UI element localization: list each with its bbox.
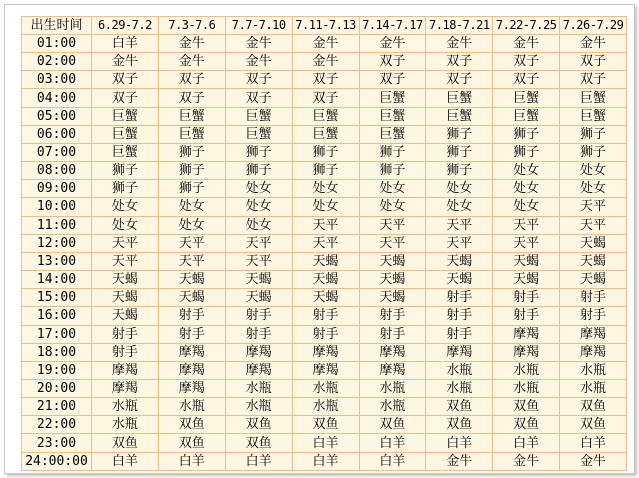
date-range-header: 7.11-7.13 [292,17,359,35]
table-row [22,343,627,361]
zodiac-sign-cell: 水瓶 [225,398,292,416]
zodiac-sign-cell: 金牛 [92,53,159,71]
zodiac-sign-cell: 摩羯 [225,343,292,361]
zodiac-sign-cell: 处女 [225,198,292,216]
zodiac-sign-cell: 双鱼 [426,398,493,416]
zodiac-sign-cell: 白羊 [292,452,359,470]
zodiac-sign-cell: 金牛 [225,53,292,71]
zodiac-sign-cell: 双鱼 [158,416,225,434]
date-range-header: 7.3-7.6 [158,17,225,35]
zodiac-sign-cell: 水瓶 [92,398,159,416]
zodiac-sign-cell: 处女 [560,162,627,180]
zodiac-sign-cell: 双子 [92,89,159,107]
table-row [22,361,627,379]
zodiac-sign-cell: 巨蟹 [158,107,225,125]
zodiac-sign-cell: 巨蟹 [359,125,426,143]
birth-time-cell: 17:00 [22,325,92,343]
table-row [22,143,627,161]
zodiac-sign-cell: 双子 [493,53,560,71]
zodiac-sign-cell: 天平 [292,234,359,252]
zodiac-sign-cell: 狮子 [493,125,560,143]
zodiac-sign-cell: 天平 [359,234,426,252]
zodiac-sign-cell: 双鱼 [92,434,159,452]
header-row [22,17,627,35]
table-row [22,216,627,234]
table-row [22,125,627,143]
zodiac-sign-cell: 巨蟹 [426,89,493,107]
zodiac-sign-cell: 射手 [225,307,292,325]
zodiac-sign-cell: 天平 [92,252,159,270]
birth-time-cell: 19:00 [22,361,92,379]
zodiac-sign-cell: 摩羯 [560,325,627,343]
zodiac-sign-cell: 白羊 [292,434,359,452]
zodiac-sign-cell: 巨蟹 [92,143,159,161]
zodiac-sign-cell: 巨蟹 [426,107,493,125]
date-range-header: 7.26-7.29 [560,17,627,35]
zodiac-sign-cell: 处女 [426,180,493,198]
zodiac-sign-cell: 金牛 [493,35,560,53]
zodiac-sign-cell: 射手 [426,325,493,343]
birth-time-cell: 12:00 [22,234,92,252]
zodiac-sign-cell: 双子 [225,71,292,89]
zodiac-sign-cell: 处女 [292,198,359,216]
zodiac-sign-cell: 金牛 [158,53,225,71]
zodiac-sign-cell: 射手 [560,307,627,325]
zodiac-sign-cell: 巨蟹 [292,107,359,125]
table-row [22,271,627,289]
zodiac-sign-cell: 白羊 [158,452,225,470]
zodiac-sign-cell: 狮子 [225,162,292,180]
table-row [22,452,627,470]
zodiac-sign-cell: 处女 [92,216,159,234]
zodiac-sign-cell: 双鱼 [493,398,560,416]
zodiac-sign-cell: 水瓶 [493,361,560,379]
zodiac-sign-cell: 双子 [493,71,560,89]
zodiac-sign-cell: 射手 [493,289,560,307]
birth-time-cell: 11:00 [22,216,92,234]
zodiac-sign-cell: 摩羯 [292,361,359,379]
zodiac-sign-cell: 金牛 [292,35,359,53]
zodiac-sign-cell: 巨蟹 [158,125,225,143]
table-row [22,252,627,270]
zodiac-sign-cell: 射手 [426,289,493,307]
table-row [22,162,627,180]
zodiac-sign-cell: 狮子 [359,143,426,161]
zodiac-sign-cell: 金牛 [426,452,493,470]
zodiac-sign-cell: 摩羯 [493,343,560,361]
zodiac-sign-cell: 天蝎 [292,252,359,270]
zodiac-sign-cell: 处女 [92,198,159,216]
zodiac-sign-cell: 水瓶 [560,361,627,379]
zodiac-sign-cell: 射手 [359,325,426,343]
zodiac-sign-cell: 天平 [225,234,292,252]
zodiac-sign-cell: 白羊 [92,35,159,53]
zodiac-sign-cell: 水瓶 [225,379,292,397]
zodiac-sign-cell: 处女 [493,198,560,216]
zodiac-sign-cell: 射手 [292,307,359,325]
zodiac-sign-cell: 摩羯 [158,343,225,361]
zodiac-sign-cell: 天蝎 [292,289,359,307]
zodiac-sign-cell: 水瓶 [158,398,225,416]
zodiac-sign-cell: 水瓶 [359,398,426,416]
zodiac-sign-cell: 摩羯 [493,325,560,343]
zodiac-sign-cell: 天平 [426,216,493,234]
date-range-header: 6.29-7.2 [92,17,159,35]
zodiac-sign-cell: 摩羯 [292,343,359,361]
zodiac-sign-cell: 处女 [292,180,359,198]
zodiac-sign-cell: 射手 [560,289,627,307]
zodiac-sign-cell: 处女 [225,180,292,198]
zodiac-sign-cell: 狮子 [158,143,225,161]
zodiac-sign-cell: 狮子 [158,180,225,198]
date-range-header: 7.22-7.25 [493,17,560,35]
birth-time-cell: 21:00 [22,398,92,416]
table-row [22,307,627,325]
zodiac-sign-cell: 双鱼 [560,398,627,416]
birth-time-cell: 03:00 [22,71,92,89]
table-frame [4,4,635,474]
zodiac-sign-cell: 狮子 [426,162,493,180]
zodiac-sign-cell: 双鱼 [225,434,292,452]
birth-time-cell: 15:00 [22,289,92,307]
zodiac-sign-cell: 水瓶 [92,416,159,434]
zodiac-sign-cell: 白羊 [493,434,560,452]
zodiac-sign-cell: 金牛 [225,35,292,53]
zodiac-sign-cell: 狮子 [560,125,627,143]
table-row [22,398,627,416]
zodiac-sign-cell: 双鱼 [292,416,359,434]
zodiac-sign-cell: 双子 [426,71,493,89]
zodiac-sign-cell: 天蝎 [158,289,225,307]
zodiac-sign-cell: 处女 [158,198,225,216]
table-row [22,416,627,434]
zodiac-sign-cell: 双子 [426,53,493,71]
zodiac-sign-cell: 双子 [359,71,426,89]
zodiac-sign-cell: 水瓶 [493,379,560,397]
zodiac-sign-cell: 白羊 [359,434,426,452]
zodiac-sign-cell: 处女 [158,216,225,234]
zodiac-sign-cell: 巨蟹 [560,89,627,107]
zodiac-sign-cell: 狮子 [426,125,493,143]
zodiac-sign-cell: 天平 [292,216,359,234]
table-row [22,434,627,452]
zodiac-sign-cell: 天蝎 [92,271,159,289]
zodiac-sign-cell: 天平 [493,234,560,252]
zodiac-sign-cell: 金牛 [560,35,627,53]
birth-time-cell: 09:00 [22,180,92,198]
birth-time-cell: 10:00 [22,198,92,216]
zodiac-sign-cell: 双子 [560,53,627,71]
zodiac-sign-cell: 射手 [493,307,560,325]
zodiac-sign-cell: 天蝎 [225,271,292,289]
table-row [22,325,627,343]
zodiac-sign-cell: 白羊 [92,452,159,470]
zodiac-sign-cell: 双子 [158,71,225,89]
zodiac-sign-cell: 狮子 [426,143,493,161]
zodiac-sign-cell: 射手 [158,325,225,343]
zodiac-sign-cell: 天蝎 [560,271,627,289]
birth-time-cell: 04:00 [22,89,92,107]
zodiac-sign-cell: 白羊 [225,452,292,470]
table-row [22,35,627,53]
zodiac-sign-cell: 白羊 [359,452,426,470]
birth-time-cell: 13:00 [22,252,92,270]
date-range-header: 7.7-7.10 [225,17,292,35]
zodiac-sign-cell: 双子 [92,71,159,89]
zodiac-sign-cell: 天蝎 [225,289,292,307]
zodiac-sign-cell: 天蝎 [560,252,627,270]
birth-time-cell: 08:00 [22,162,92,180]
birth-time-cell: 02:00 [22,53,92,71]
zodiac-sign-cell: 双鱼 [359,416,426,434]
date-range-header: 7.18-7.21 [426,17,493,35]
zodiac-sign-cell: 天平 [426,234,493,252]
zodiac-sign-cell: 巨蟹 [493,107,560,125]
birth-time-cell: 14:00 [22,271,92,289]
time-column-header: 出生时间 [22,17,92,35]
zodiac-sign-cell: 金牛 [560,452,627,470]
zodiac-sign-cell: 处女 [493,180,560,198]
zodiac-sign-cell: 水瓶 [426,361,493,379]
zodiac-sign-cell: 双鱼 [225,416,292,434]
zodiac-sign-cell: 处女 [426,198,493,216]
zodiac-sign-cell: 狮子 [225,143,292,161]
zodiac-sign-cell: 水瓶 [292,379,359,397]
zodiac-sign-cell: 巨蟹 [92,107,159,125]
zodiac-sign-cell: 双子 [292,89,359,107]
zodiac-sign-cell: 天平 [493,216,560,234]
zodiac-sign-cell: 摩羯 [92,361,159,379]
table-row [22,71,627,89]
zodiac-sign-cell: 巨蟹 [359,89,426,107]
zodiac-sign-cell: 摩羯 [426,343,493,361]
zodiac-sign-cell: 金牛 [426,35,493,53]
zodiac-sign-cell: 射手 [92,343,159,361]
birth-time-cell: 06:00 [22,125,92,143]
zodiac-sign-cell: 天蝎 [92,289,159,307]
zodiac-sign-cell: 摩羯 [158,361,225,379]
zodiac-sign-cell: 天蝎 [92,307,159,325]
zodiac-sign-cell: 狮子 [92,162,159,180]
zodiac-sign-cell: 天平 [359,216,426,234]
zodiac-sign-cell: 射手 [426,307,493,325]
zodiac-sign-cell: 金牛 [493,452,560,470]
zodiac-sign-cell: 巨蟹 [292,125,359,143]
zodiac-sign-cell: 天蝎 [158,271,225,289]
zodiac-sign-cell: 水瓶 [292,398,359,416]
zodiac-sign-cell: 天平 [158,252,225,270]
birth-time-cell: 01:00 [22,35,92,53]
zodiac-sign-cell: 金牛 [359,35,426,53]
zodiac-sign-cell: 白羊 [560,434,627,452]
zodiac-sign-cell: 射手 [359,307,426,325]
zodiac-sign-cell: 摩羯 [560,343,627,361]
zodiac-sign-cell: 狮子 [292,143,359,161]
zodiac-sign-cell: 金牛 [292,53,359,71]
zodiac-sign-cell: 水瓶 [359,379,426,397]
table-row [22,107,627,125]
table-row [22,89,627,107]
zodiac-sign-cell: 巨蟹 [225,107,292,125]
zodiac-sign-cell: 射手 [92,325,159,343]
zodiac-sign-cell: 处女 [359,180,426,198]
birth-time-cell: 16:00 [22,307,92,325]
zodiac-sign-cell: 狮子 [359,162,426,180]
zodiac-sign-cell: 天蝎 [426,252,493,270]
zodiac-sign-cell: 天蝎 [359,271,426,289]
zodiac-sign-cell: 天平 [560,216,627,234]
table-body [22,35,627,471]
zodiac-sign-cell: 狮子 [292,162,359,180]
zodiac-sign-cell: 天蝎 [493,252,560,270]
zodiac-sign-cell: 狮子 [158,162,225,180]
zodiac-sign-cell: 双子 [560,71,627,89]
zodiac-sign-cell: 摩羯 [225,361,292,379]
zodiac-sign-cell: 摩羯 [359,361,426,379]
zodiac-sign-cell: 双鱼 [493,416,560,434]
zodiac-rising-table [21,16,627,471]
zodiac-sign-cell: 射手 [225,325,292,343]
zodiac-sign-cell: 白羊 [426,434,493,452]
zodiac-sign-cell: 处女 [560,180,627,198]
zodiac-sign-cell: 巨蟹 [560,107,627,125]
zodiac-sign-cell: 摩羯 [158,379,225,397]
birth-time-cell: 18:00 [22,343,92,361]
zodiac-sign-cell: 双子 [359,53,426,71]
zodiac-sign-cell: 天蝎 [359,289,426,307]
table-row [22,379,627,397]
zodiac-sign-cell: 天平 [158,234,225,252]
zodiac-sign-cell: 天蝎 [560,234,627,252]
table-row [22,289,627,307]
table-row [22,53,627,71]
zodiac-sign-cell: 双子 [225,89,292,107]
zodiac-sign-cell: 处女 [359,198,426,216]
zodiac-sign-cell: 双鱼 [426,416,493,434]
birth-time-cell: 24:00:00 [22,452,92,470]
birth-time-cell: 05:00 [22,107,92,125]
zodiac-sign-cell: 巨蟹 [92,125,159,143]
zodiac-sign-cell: 天平 [92,234,159,252]
zodiac-sign-cell: 处女 [225,216,292,234]
date-range-header: 7.14-7.17 [359,17,426,35]
birth-time-cell: 20:00 [22,379,92,397]
table-row [22,234,627,252]
zodiac-sign-cell: 巨蟹 [359,107,426,125]
zodiac-sign-cell: 狮子 [560,143,627,161]
zodiac-sign-cell: 天蝎 [493,271,560,289]
zodiac-sign-cell: 狮子 [493,143,560,161]
zodiac-sign-cell: 双鱼 [158,434,225,452]
zodiac-sign-cell: 天平 [225,252,292,270]
zodiac-sign-cell: 天平 [560,198,627,216]
zodiac-sign-cell: 处女 [493,162,560,180]
zodiac-sign-cell: 双子 [292,71,359,89]
zodiac-sign-cell: 天蝎 [426,271,493,289]
zodiac-sign-cell: 摩羯 [359,343,426,361]
zodiac-sign-cell: 金牛 [158,35,225,53]
birth-time-cell: 23:00 [22,434,92,452]
zodiac-sign-cell: 天蝎 [359,252,426,270]
zodiac-sign-cell: 天蝎 [292,271,359,289]
birth-time-cell: 07:00 [22,143,92,161]
zodiac-sign-cell: 巨蟹 [225,125,292,143]
zodiac-sign-cell: 双鱼 [560,416,627,434]
zodiac-sign-cell: 水瓶 [426,379,493,397]
zodiac-sign-cell: 狮子 [92,180,159,198]
zodiac-sign-cell: 双子 [158,89,225,107]
zodiac-sign-cell: 射手 [292,325,359,343]
table-row [22,198,627,216]
table-row [22,180,627,198]
zodiac-sign-cell: 摩羯 [92,379,159,397]
zodiac-sign-cell: 巨蟹 [493,89,560,107]
birth-time-cell: 22:00 [22,416,92,434]
zodiac-sign-cell: 水瓶 [560,379,627,397]
zodiac-sign-cell: 射手 [158,307,225,325]
